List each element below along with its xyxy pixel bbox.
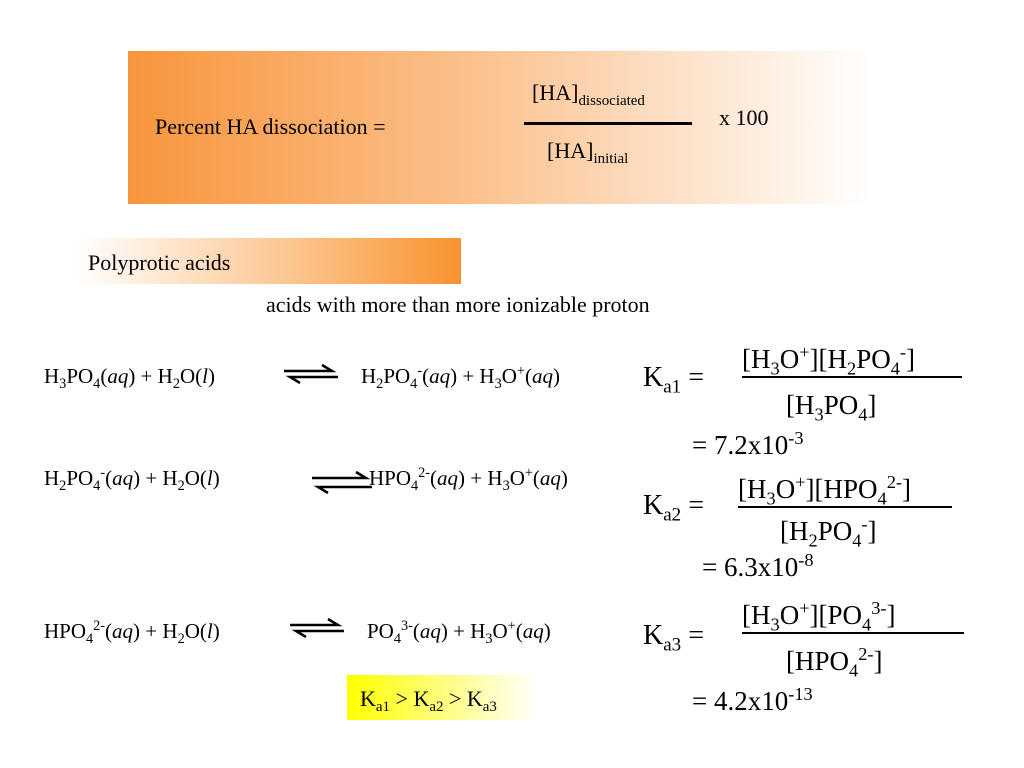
definition-fraction-bar [524,122,692,125]
equilibrium-arrows-icon [282,362,340,386]
definition-denominator: $[HA]_{initial}$ [547,138,629,168]
equilibrium-arrows-icon [310,470,374,494]
ka3-denominator: $[HPO_4^{2-}]$ [786,643,883,681]
equation-3-products: $PO_4^{3-}(aq) + H_3O^+(aq)$ [367,618,551,647]
ka3-symbol: $K_{a3}$ = [643,620,704,656]
equation-2-products: $HPO_4^{2-}(aq) + H_3O^+(aq)$ [369,465,568,494]
ka1-denominator: $[H_3PO_4]$ [786,390,877,425]
ka1-value: = $7.2x10^{-3}$ [692,427,804,460]
definition-label: Percent HA dissociation = [155,114,386,139]
ka2-symbol: $K_{a2}$ = [643,490,704,526]
ka1-symbol: $K_{a1}$ = [643,362,704,398]
equation-3-reactants: $HPO_4^{2-}(aq) + H_2O(l)$ [44,618,220,647]
ka2-value: = $6.3x10^{-8}$ [702,549,814,582]
definition-numerator: $[HA]_{dissociated}$ [532,80,645,110]
equilibrium-arrows-icon [288,616,346,640]
ka2-denominator: $[H_2PO_4^-]$ [780,513,877,551]
ka3-numerator: $[H_3O^+][PO_4^{3-}]$ [742,600,964,634]
ka1-numerator: $[H_3O^+][H_2PO_4^-]$ [742,344,962,378]
equation-1-products: $H_2PO_4^-(aq) + H_3O^+(aq)$ [361,363,560,392]
equation-1-reactants: $H_3PO_4(aq) + H_2O(l)$ [44,364,215,392]
ka-comparison: $K_{a1} > K_{a2} > K_{a3}$ [360,686,497,716]
polyprotic-description: acids with more than more ionizable proton [266,292,650,317]
ka3-value: = $4.2x10^{-13}$ [692,683,813,716]
definition-multiplier: x 100 [719,105,769,130]
polyprotic-title: Polyprotic acids [88,250,231,275]
ka2-numerator: $[H_3O^+][HPO_4^{2-}]$ [738,474,952,508]
equation-2-reactants: $H_2PO_4^-(aq) + H_2O(l)$ [44,465,220,494]
